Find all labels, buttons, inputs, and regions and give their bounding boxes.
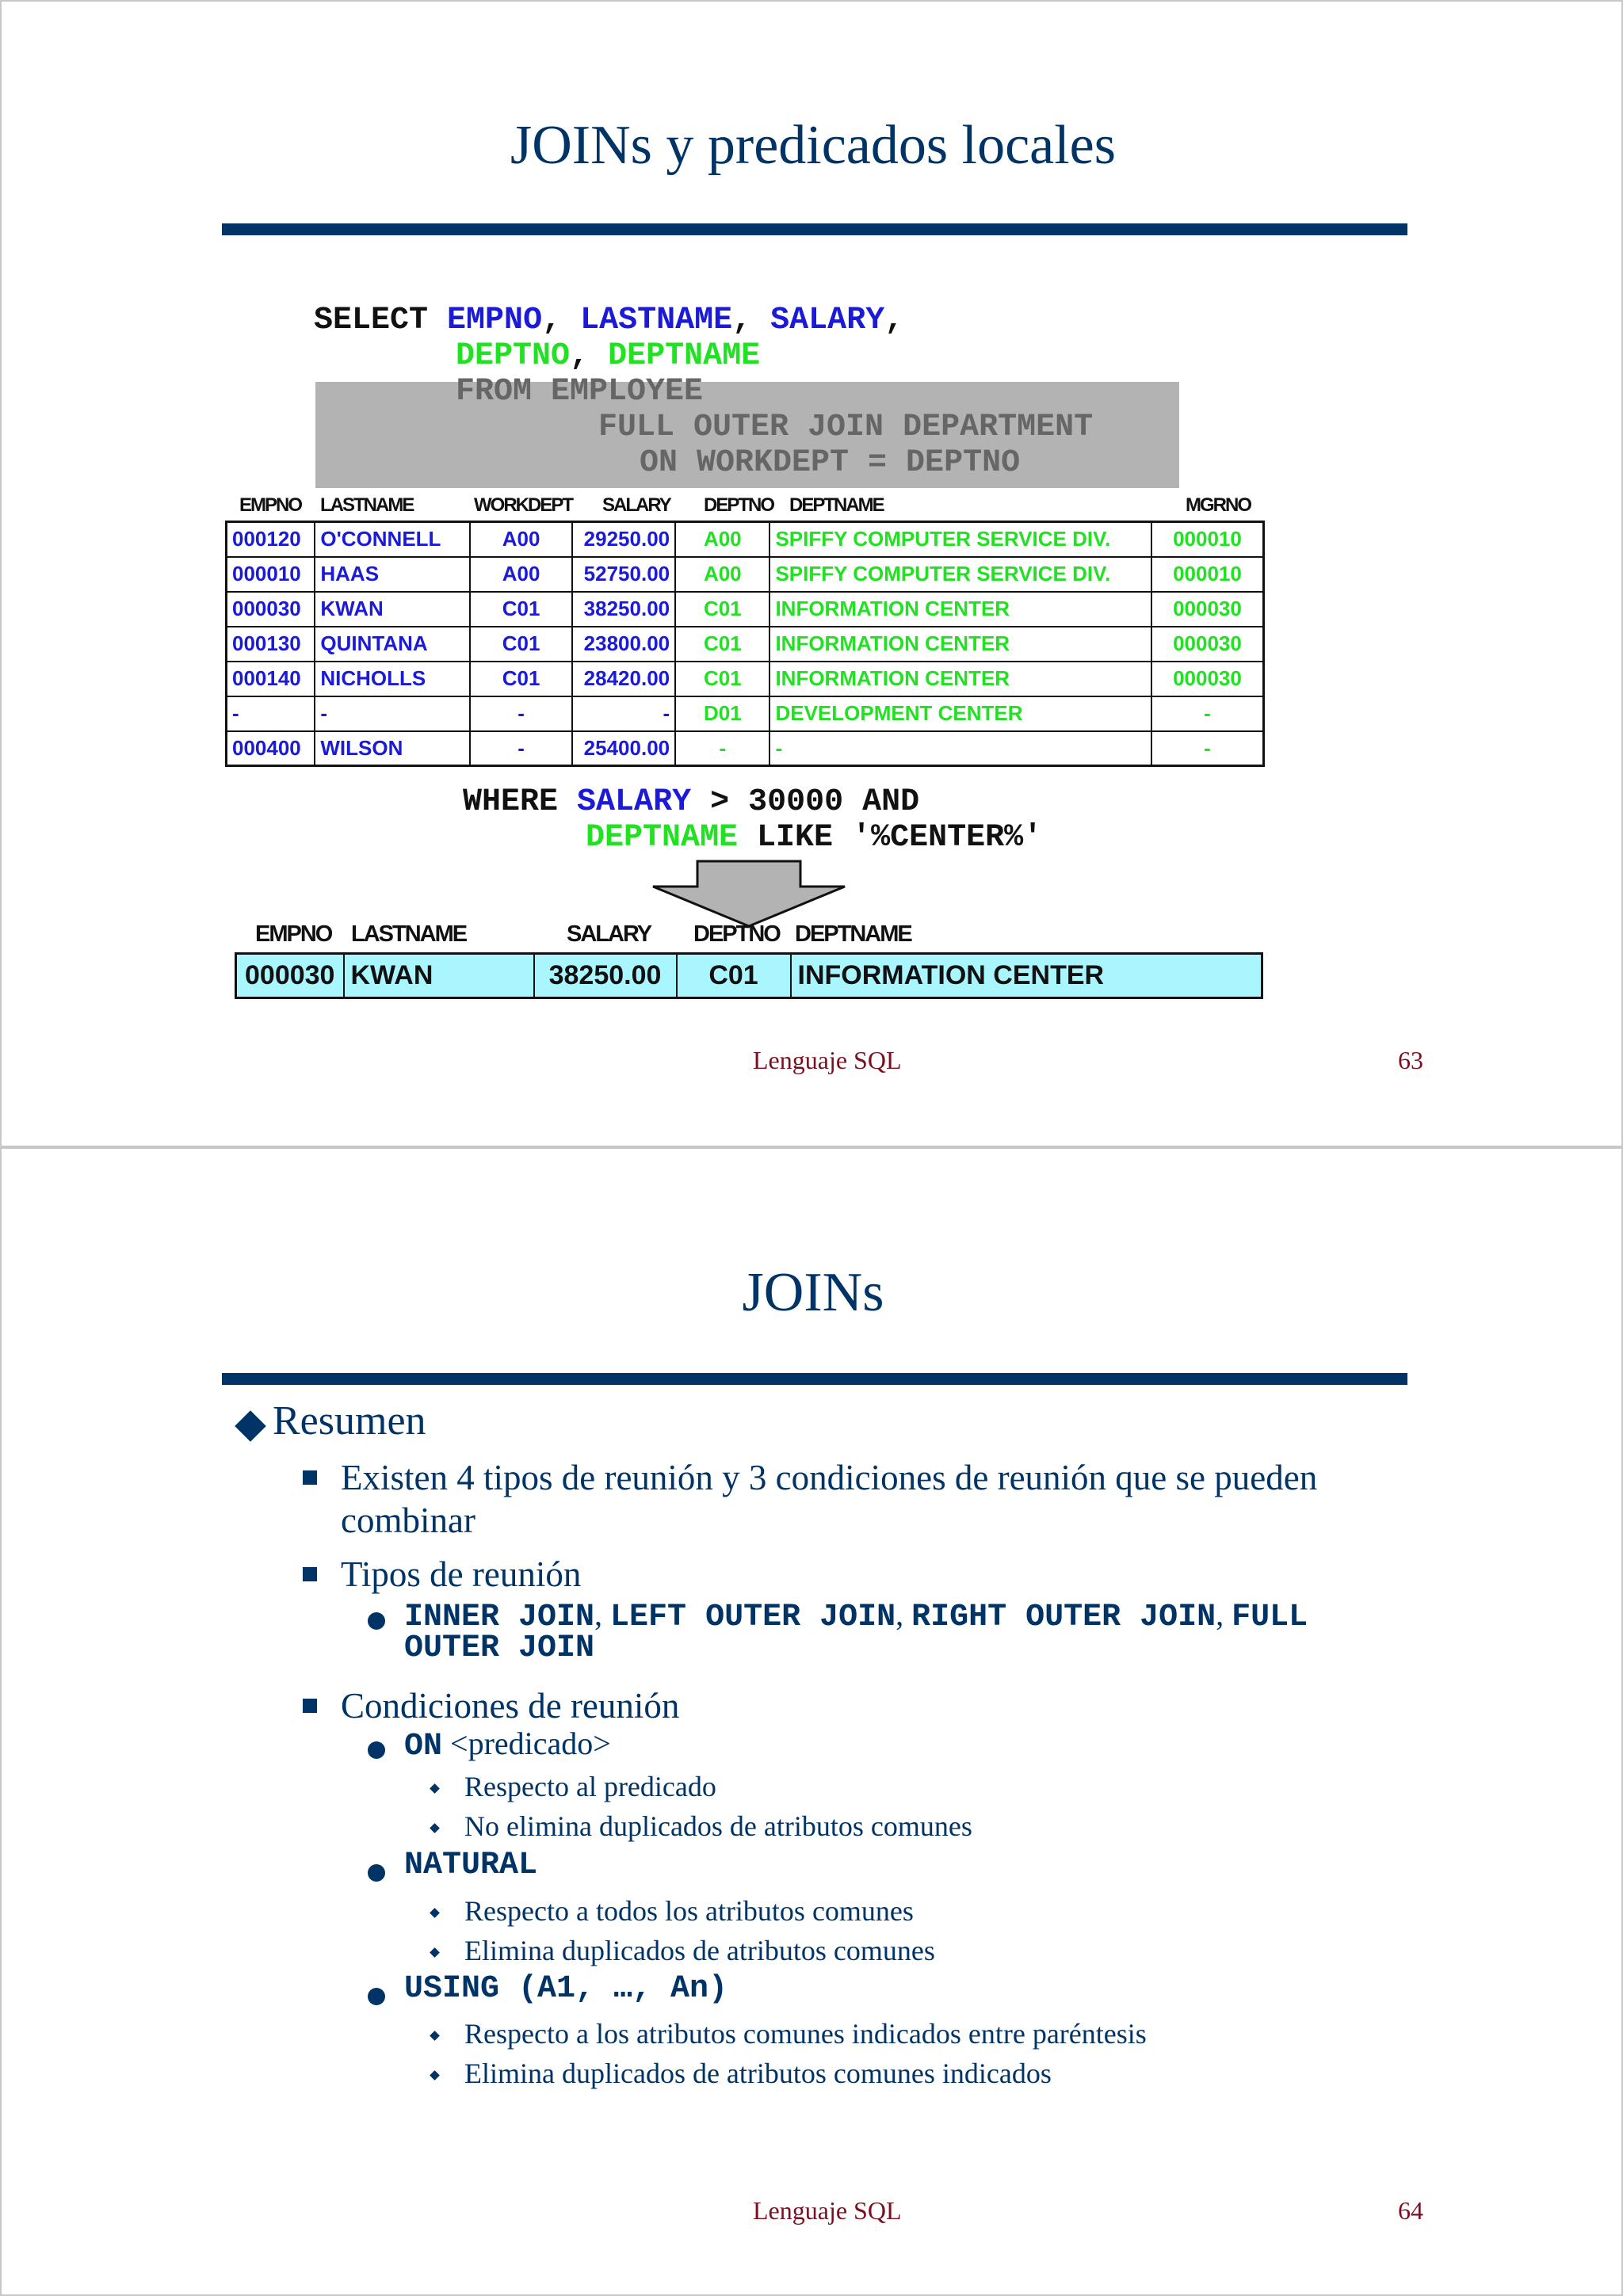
cell-deptname: SPIFFY COMPUTER SERVICE DIV. [769, 522, 1151, 557]
table-row [227, 662, 1264, 696]
cell-salary: 38250.00 [572, 592, 675, 627]
slide-64 [0, 1147, 1623, 2296]
cell-empno: 000400 [227, 731, 315, 766]
cell-empno: 000120 [227, 522, 315, 557]
cell-lastname: NICHOLLS [315, 662, 470, 696]
table-row [227, 557, 1264, 592]
cell-deptname: INFORMATION CENTER [769, 627, 1151, 662]
result-cell-salary: 38250.00 [534, 954, 677, 998]
sql-join-line: FULL OUTER JOIN DEPARTMENT [598, 410, 1094, 445]
header-workdept: WORKDEPT [474, 494, 572, 516]
cell-mgrno: 000030 [1151, 627, 1264, 662]
result-header-deptname: DEPTNAME [795, 921, 911, 947]
natural-detail-2: Elimina duplicados de atributos comunes [464, 1935, 935, 1966]
cell-lastname: HAAS [315, 557, 470, 592]
cell-deptname: - [769, 731, 1151, 766]
result-header-salary: SALARY [567, 921, 651, 947]
result-cell-empno: 000030 [236, 954, 344, 998]
result-cell-deptname: INFORMATION CENTER [791, 954, 1262, 998]
sql-select-line: SELECT EMPNO, LASTNAME, SALARY, [314, 303, 904, 338]
table-row [227, 627, 1264, 662]
result-header-deptno: DEPTNO [693, 921, 780, 947]
cell-empno: 000010 [227, 557, 315, 592]
cell-deptname: INFORMATION CENTER [769, 592, 1151, 627]
footer-label: Lenguaje SQL [753, 2196, 902, 2225]
point-tipos-condiciones [341, 1456, 1317, 1542]
small-diamond-bullet-icon [430, 1823, 440, 1833]
title-rule [222, 1373, 1407, 1385]
condition-on: ON <predicado> [404, 1726, 611, 1764]
square-bullet-icon [303, 1567, 317, 1581]
full-outer-join-table [225, 521, 1265, 767]
cell-deptno: C01 [675, 592, 769, 627]
cell-deptno: C01 [675, 662, 769, 696]
sql-where-line: WHERE SALARY > 30000 AND [463, 784, 920, 820]
on-detail-2: No elimina duplicados de atributos comunes [464, 1810, 972, 1842]
cell-salary: 29250.00 [572, 522, 675, 557]
resumen-heading: Resumen [273, 1398, 426, 1444]
result-cell-lastname: KWAN [344, 954, 534, 998]
table-row [227, 731, 1264, 766]
cell-mgrno: 000010 [1151, 557, 1264, 592]
table-row [227, 522, 1264, 557]
cell-workdept: A00 [470, 557, 572, 592]
cell-workdept: - [470, 731, 572, 766]
cell-salary: 25400.00 [572, 731, 675, 766]
header-mgrno: MGRNO [1186, 494, 1251, 516]
header-deptname: DEPTNAME [789, 494, 884, 516]
round-bullet-icon [368, 1988, 385, 2005]
point-line: Existen 4 tipos de reunión y 3 condiciones de reunión que se pueden [341, 1458, 1318, 1497]
cell-mgrno: 000030 [1151, 662, 1264, 696]
sql-where-line-2: DEPTNAME LIKE '%CENTER%' [586, 820, 1043, 856]
cell-empno: 000030 [227, 592, 315, 627]
sql-on-line: ON WORKDEPT = DEPTNO [640, 445, 1021, 481]
small-diamond-bullet-icon [430, 2070, 440, 2081]
condition-using: USING (A1, …, An) [404, 1971, 728, 2007]
page-number: 64 [1398, 2196, 1423, 2225]
point-line: combinar [341, 1501, 475, 1540]
cell-empno: - [227, 696, 315, 731]
join-types-line-2: OUTER JOIN [404, 1630, 595, 1666]
slide-title: JOINs [742, 1262, 884, 1323]
join-types-line-1: INNER JOIN, LEFT OUTER JOIN, RIGHT OUTER JOIN, FULL [404, 1596, 1308, 1635]
header-empno: EMPNO [239, 494, 302, 516]
cell-deptname: SPIFFY COMPUTER SERVICE DIV. [769, 557, 1151, 592]
cell-lastname: QUINTANA [315, 627, 470, 662]
natural-detail-1: Respecto a todos los atributos comunes [464, 1895, 914, 1927]
small-diamond-bullet-icon [430, 1947, 440, 1958]
cell-lastname: KWAN [315, 592, 470, 627]
cell-lastname: - [315, 696, 470, 731]
cell-workdept: C01 [470, 592, 572, 627]
cell-workdept: - [470, 696, 572, 731]
diamond-bullet-icon [235, 1410, 266, 1442]
small-diamond-bullet-icon [430, 1908, 440, 1918]
header-deptno: DEPTNO [704, 494, 774, 516]
using-detail-2: Elimina duplicados de atributos comunes indicados [464, 2058, 1052, 2089]
footer-label: Lenguaje SQL [753, 1046, 902, 1074]
cell-lastname: O'CONNELL [315, 522, 470, 557]
on-detail-1: Respecto al predicado [464, 1771, 716, 1802]
page-number: 63 [1398, 1046, 1423, 1074]
sql-from-line: FROM EMPLOYEE [456, 374, 704, 410]
result-table [235, 952, 1263, 999]
cell-workdept: A00 [470, 522, 572, 557]
cell-deptname: DEVELOPMENT CENTER [769, 696, 1151, 731]
slide-63 [0, 0, 1623, 1147]
round-bullet-icon [368, 1612, 385, 1630]
condition-natural: NATURAL [404, 1848, 538, 1883]
cell-deptno: A00 [675, 522, 769, 557]
cell-mgrno: 000030 [1151, 592, 1264, 627]
cell-salary: - [572, 696, 675, 731]
table-row [227, 592, 1264, 627]
cell-deptno: - [675, 731, 769, 766]
square-bullet-icon [303, 1470, 317, 1485]
round-bullet-icon [368, 1741, 385, 1759]
table-row [236, 954, 1262, 998]
result-header-lastname: LASTNAME [351, 921, 467, 947]
cell-workdept: C01 [470, 627, 572, 662]
title-rule [222, 223, 1407, 235]
small-diamond-bullet-icon [430, 1783, 440, 1794]
header-salary: SALARY [602, 494, 670, 516]
round-bullet-icon [368, 1864, 385, 1882]
small-diamond-bullet-icon [430, 2031, 440, 2041]
cell-deptno: C01 [675, 627, 769, 662]
cell-empno: 000140 [227, 662, 315, 696]
square-bullet-icon [303, 1699, 317, 1713]
cell-salary: 23800.00 [572, 627, 675, 662]
cell-salary: 28420.00 [572, 662, 675, 696]
point-tipos-reunion: Tipos de reunión [341, 1554, 582, 1594]
cell-lastname: WILSON [315, 731, 470, 766]
result-header-empno: EMPNO [255, 921, 332, 947]
result-cell-deptno: C01 [677, 954, 791, 998]
cell-mgrno: - [1151, 731, 1264, 766]
down-arrow-icon [650, 860, 848, 928]
cell-deptno: D01 [675, 696, 769, 731]
cell-mgrno: 000010 [1151, 522, 1264, 557]
header-lastname: LASTNAME [320, 494, 414, 516]
sql-select-line-2: DEPTNO, DEPTNAME [456, 338, 761, 374]
cell-deptname: INFORMATION CENTER [769, 662, 1151, 696]
cell-mgrno: - [1151, 696, 1264, 731]
table-row [227, 696, 1264, 731]
using-detail-1: Respecto a los atributos comunes indicados entre paréntesis [464, 2018, 1147, 2050]
cell-workdept: C01 [470, 662, 572, 696]
point-condiciones-reunion: Condiciones de reunión [341, 1686, 680, 1726]
slide-title: JOINs y predicados locales [510, 115, 1116, 176]
cell-salary: 52750.00 [572, 557, 675, 592]
cell-empno: 000130 [227, 627, 315, 662]
cell-deptno: A00 [675, 557, 769, 592]
